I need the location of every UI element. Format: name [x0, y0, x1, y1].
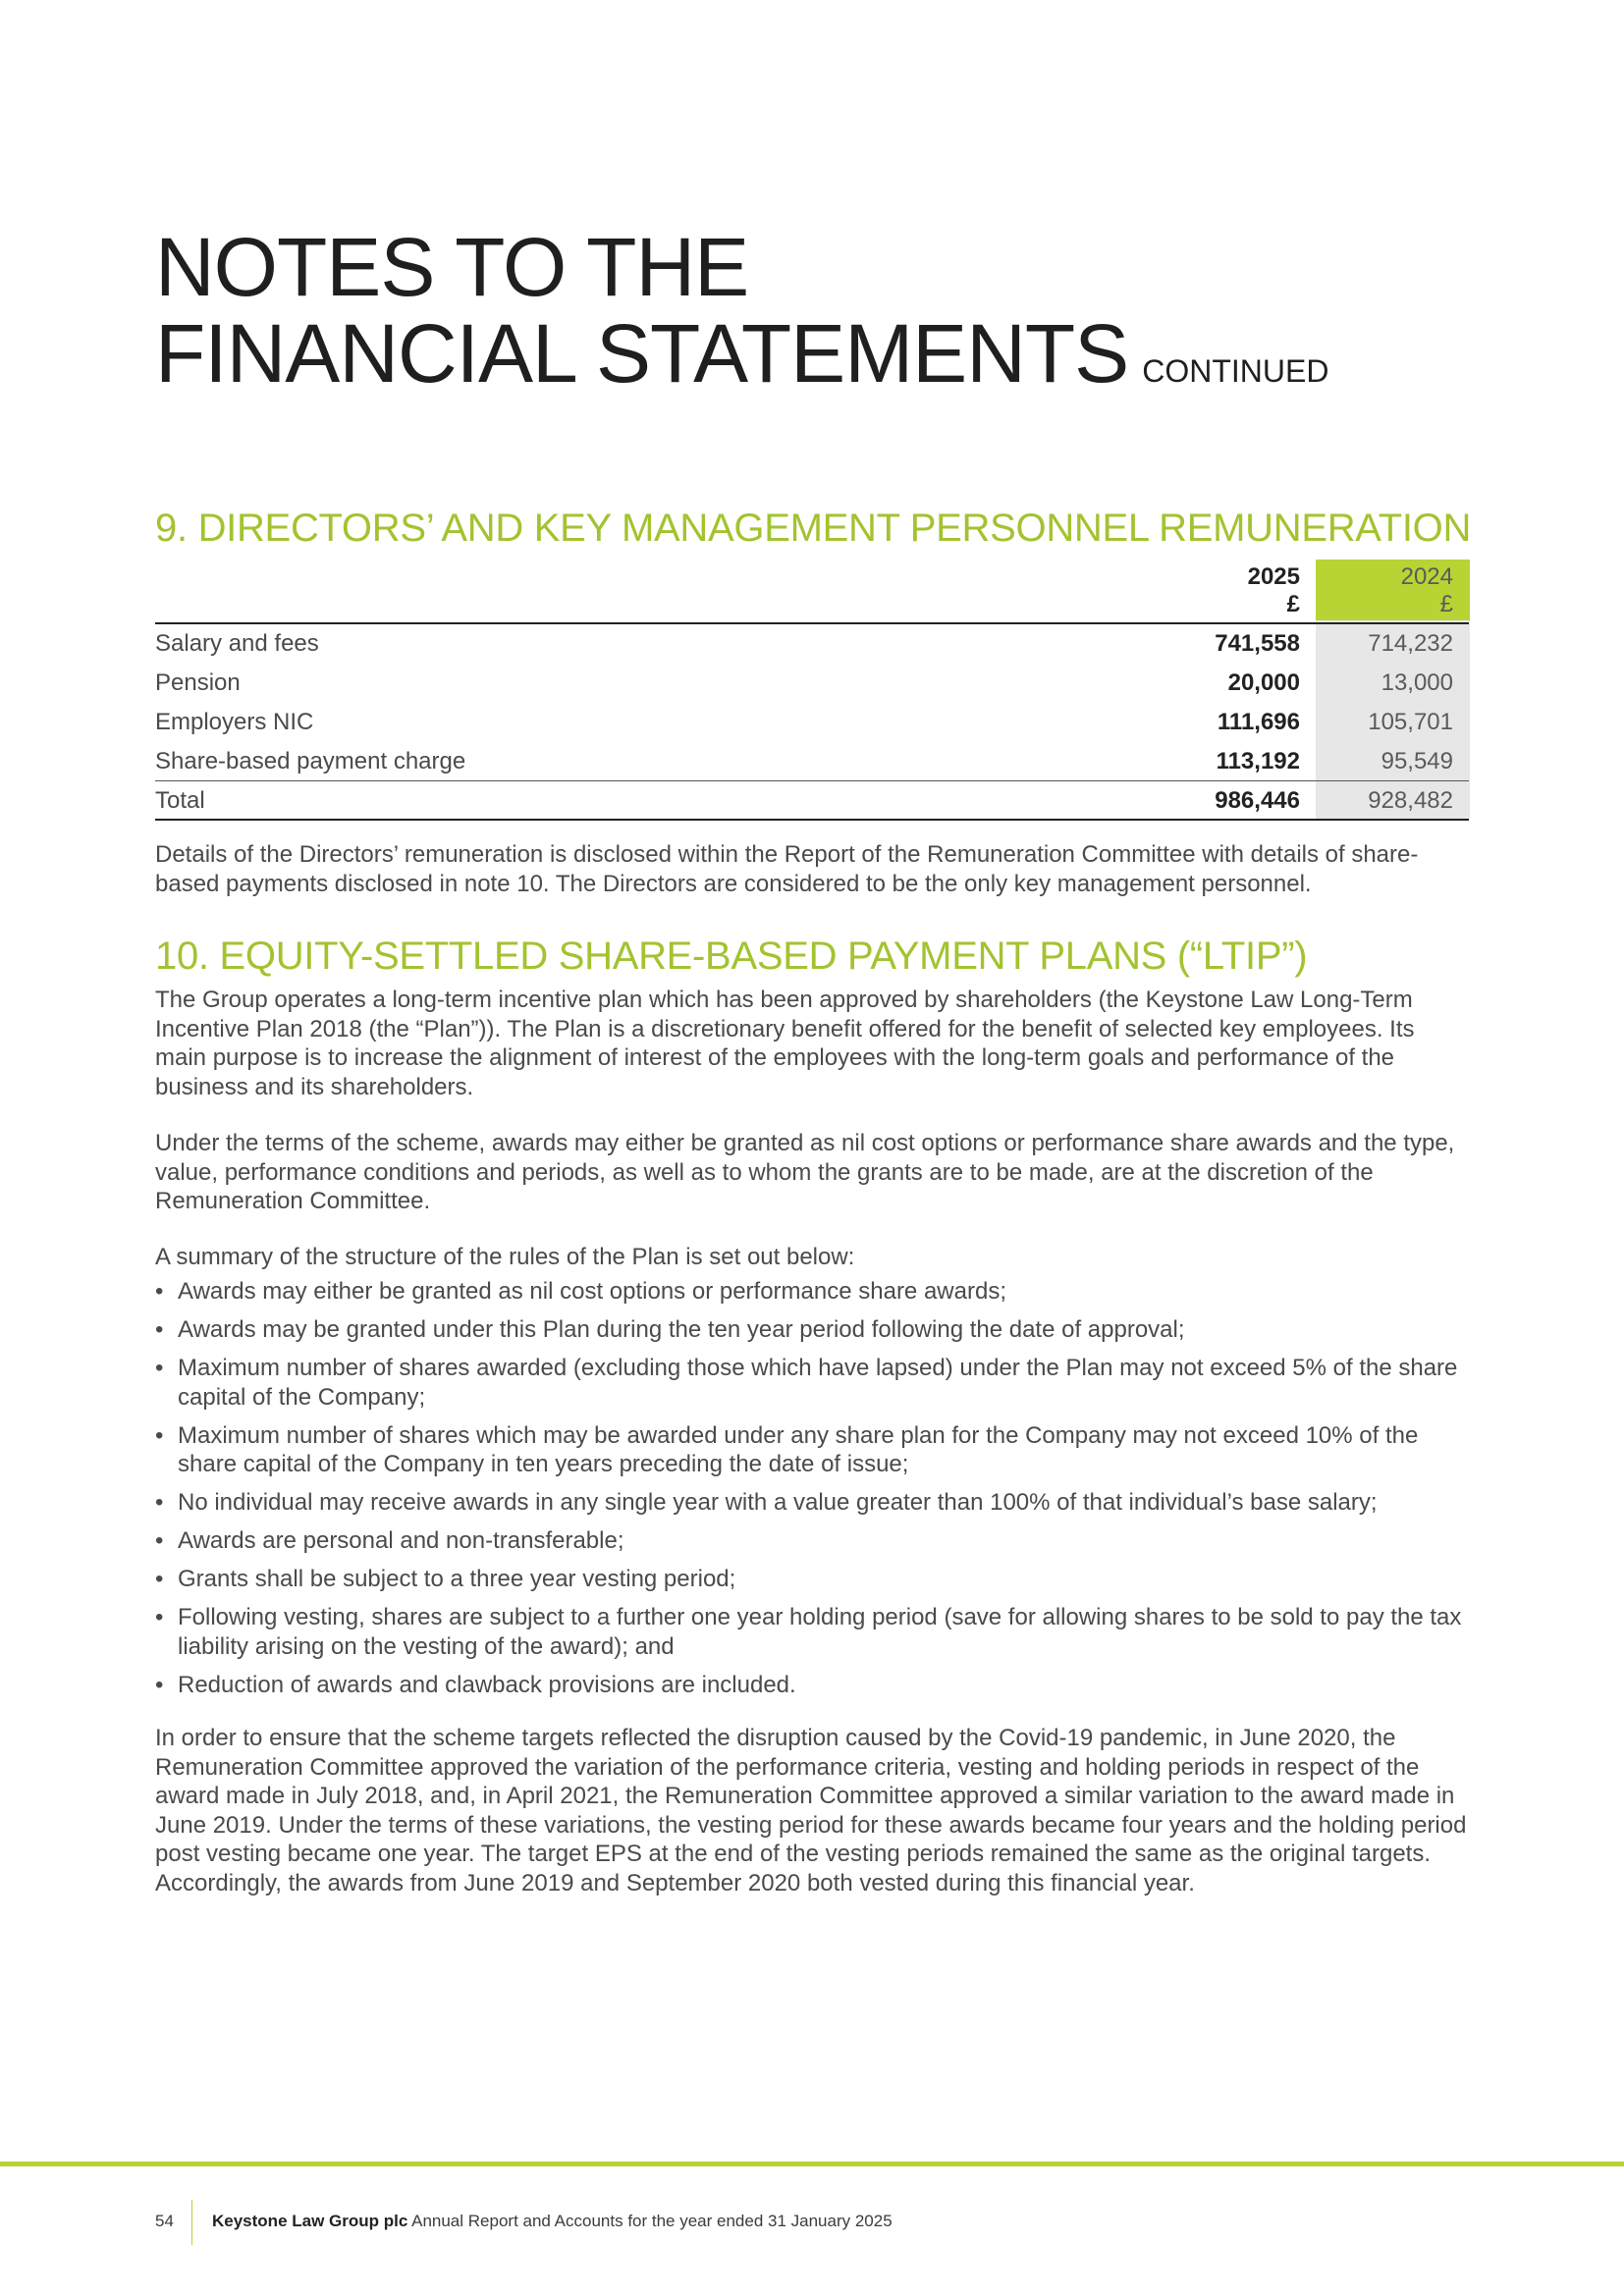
header-prior-year-label: 2024 — [1400, 563, 1453, 590]
table-row — [155, 664, 1469, 703]
list-item: • Awards are personal and non-transferable; — [155, 1526, 1471, 1556]
footer-separator — [191, 2200, 192, 2245]
title-line-1: NOTES TO THE — [155, 221, 749, 313]
title-line-2 — [155, 307, 1329, 414]
row-label: Pension — [155, 669, 241, 696]
row-label: Share-based payment charge — [155, 748, 466, 774]
list-item: • Awards may either be granted as nil cost options or performance share awards; — [155, 1277, 1471, 1307]
continued-label: CONTINUED — [1142, 353, 1329, 389]
table-bottom-rule — [155, 819, 1469, 821]
total-row — [155, 781, 1469, 821]
covid-variation-paragraph: In order to ensure that the scheme targets reflected the disruption caused by the Covid-19 pandemic, in June 2020, the Remuneration Committee approved the variation of the performance criteria, vesting and holding periods in respect of the award made in July 2018, and, in April 2021, the Remuneration Committee approved a similar variation to the award made in June 2019. Under the terms of these variations, the vesting period for these awards became four years and the holding period post vesting became one year. The target EPS at the end of the vesting periods remained the same as the original targets. Accordingly, the awards from June 2019 and September 2020 both vested during this financial year. — [155, 1725, 1467, 1896]
footer-report-title — [212, 2212, 893, 2231]
list-item: • Awards may be granted under this Plan during the ten year period following the date of approval; — [155, 1315, 1471, 1345]
footer-report: Annual Report and Accounts for the year ended 31 January 2025 — [411, 2212, 893, 2230]
footer-accent-line — [0, 2162, 1624, 2166]
scheme-terms-paragraph: Under the terms of the scheme, awards may either be granted as nil cost options or performance share awards and the type, value, performance conditions and periods, as well as to whom the grants are to be made, are at the discretion of the Remuneration Committee. — [155, 1130, 1455, 1214]
footer-company: Keystone Law Group plc — [212, 2212, 408, 2230]
header-prior-currency: £ — [1439, 591, 1453, 617]
row-label: Salary and fees — [155, 630, 319, 657]
header-prior-year — [1401, 563, 1453, 618]
list-item: • Maximum number of shares awarded (excluding those which have lapsed) under the Plan may not exceed 5% of the share capital of the Company; — [155, 1354, 1471, 1412]
page-title — [155, 221, 1329, 414]
summary-intro: A summary of the structure of the rules of the Plan is set out below: — [155, 1244, 855, 1270]
plan-rules-list — [155, 1277, 1471, 1709]
row-prior-value: 105,701 — [1368, 709, 1453, 735]
list-item: • Following vesting, shares are subject to a further one year holding period (save for allowing shares to be sold to pay the tax liability arising on the vesting of the award); and — [155, 1603, 1471, 1661]
row-label: Employers NIC — [155, 709, 314, 735]
row-current-value: 111,696 — [1217, 709, 1300, 735]
table-row — [155, 624, 1469, 664]
row-prior-value: 95,549 — [1380, 748, 1453, 774]
section-10-heading: 10. EQUITY-SETTLED SHARE-BASED PAYMENT PLANS (“LTIP”) — [155, 934, 1308, 978]
header-current-year-label: 2025 — [1247, 563, 1300, 590]
row-current-value: 20,000 — [1227, 669, 1300, 696]
total-prior-value: 928,482 — [1368, 787, 1453, 814]
title-line-2-text: FINANCIAL STATEMENTS — [155, 307, 1129, 400]
total-current-value: 986,446 — [1215, 787, 1300, 814]
ltip-intro-paragraph: The Group operates a long-term incentive plan which has been approved by shareholders (the Keystone Law Long-Term Incentive Plan 2018 (the “Plan”)). The Plan is a discretionary benefit offered for the benefit of selected key employees. Its main purpose is to increase the alignment of interest of the employees with the long-term goals and performance of the business and its shareholders. — [155, 987, 1415, 1100]
list-item: • No individual may receive awards in any single year with a value greater than 100% of that individual’s base salary; — [155, 1488, 1471, 1518]
list-item: • Grants shall be subject to a three year vesting period; — [155, 1565, 1471, 1594]
row-current-value: 113,192 — [1216, 748, 1300, 774]
row-current-value: 741,558 — [1215, 630, 1300, 657]
table-row — [155, 742, 1469, 781]
list-item: • Maximum number of shares which may be awarded under any share plan for the Company may not exceed 10% of the share capital of the Company in ten years preceding the date of issue; — [155, 1421, 1471, 1479]
list-item: • Reduction of awards and clawback provisions are included. — [155, 1671, 1471, 1700]
directors-remuneration-note: Details of the Directors’ remuneration is disclosed within the Report of the Remuneration Committee with details of share-based payments disclosed in note 10. The Directors are considered to be the only key management personnel. — [155, 841, 1419, 897]
header-current-currency: £ — [1286, 591, 1300, 617]
table-row — [155, 703, 1469, 742]
total-label: Total — [155, 787, 205, 814]
row-prior-value: 13,000 — [1380, 669, 1453, 696]
page-number: 54 — [155, 2212, 174, 2230]
header-current-year — [1248, 563, 1300, 618]
section-9-heading: 9. DIRECTORS’ AND KEY MANAGEMENT PERSONNEL REMUNERATION — [155, 507, 1472, 550]
row-prior-value: 714,232 — [1368, 630, 1453, 657]
